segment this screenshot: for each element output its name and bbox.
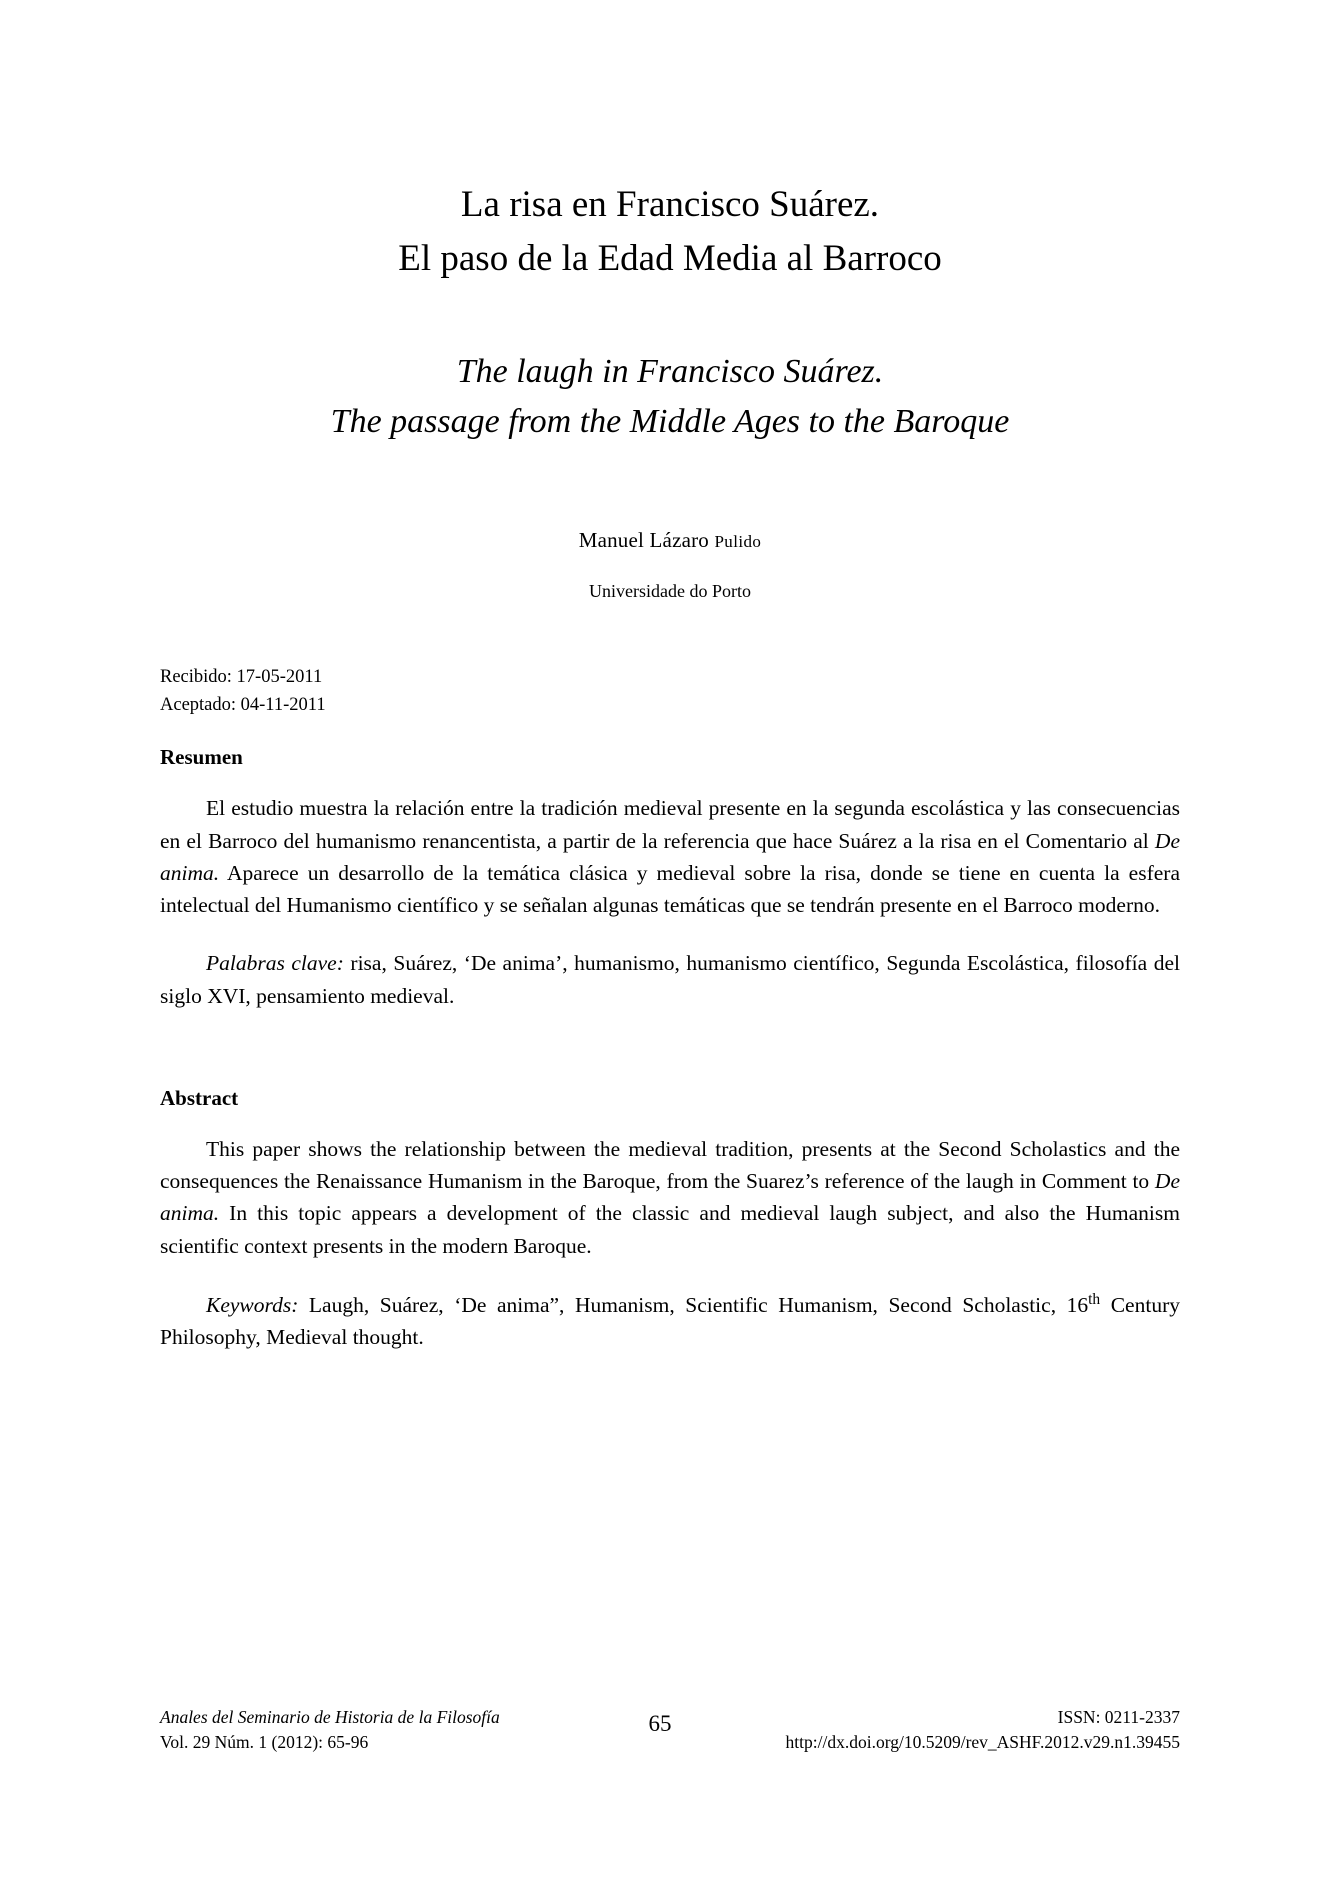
footer-volume-issue: Vol. 29 Núm. 1 (2012): 65-96 [160,1732,369,1753]
abstract-heading: Abstract [160,1085,239,1110]
footer-page-number: 65 [648,1711,672,1736]
resumen-text-part-2: Aparece un desarrollo de la temática clásica y medieval sobre la risa, donde se tiene en cuenta la esfera intelectual del Humanismo científico y se señalan algunas temáticas que se tendrán presente en el Barroco moderno. [160,860,1180,918]
abstract-keywords-part-1: Laugh, Suárez, ‘De anima”, Humanism, Scientific Humanism, Second Scholastic, 16 [298,1293,1089,1318]
footer-journal-title: Anales del Seminario de Historia de la Filosofía [160,1707,500,1727]
author-given-name: Manuel Lázaro [578,527,715,552]
abstract-italic-title: De anima. [160,1169,1180,1226]
abstract-text-part-2: In this topic appears a development of the classic and medieval laugh subject, and also the Humanism scientific context presents in the modern Baroque. [160,1201,1180,1258]
submission-dates [160,664,1180,720]
resumen-keywords-text: risa, Suárez, ‘De anima’, humanismo, humanismo científico, Segunda Escolástica, filosofía del siglo XVI, pensamiento medieval. [160,951,1180,1008]
footer-identifiers [740,1705,1180,1756]
resumen-paragraph [160,792,1180,921]
page-subtitle-english [160,347,1180,446]
resumen-keywords [160,947,1180,1012]
footer-issn: ISSN: 0211-2337 [1057,1707,1180,1727]
paper-content [160,0,1180,1354]
resumen-heading: Resumen [160,745,243,770]
title-es-line-1: La risa en Francisco Suárez. [460,184,880,225]
resumen-italic-title: De anima. [160,828,1180,885]
author-affiliation: Universidade do Porto [589,580,751,601]
abstract-paragraph [160,1133,1180,1262]
footer-journal-info [160,1705,580,1756]
resumen-text-part-1: El estudio muestra la relación entre la tradición medieval presente en la segunda escolástica y las consecuencias en el Barroco del humanismo renancentista, a partir de la referencia que hace Suárez a la risa en el Comentario al [160,796,1180,853]
footer-row [160,1705,1180,1756]
author-surname: Pulido [714,531,762,551]
abstract-keywords-label: Keywords: [206,1293,299,1318]
page-footer [160,1705,1180,1756]
title-en-line-2: The passage from the Middle Ages to the Baroque [330,402,1010,440]
date-received: Recibido: 17-05-2011 [160,666,323,687]
abstract-keywords [160,1288,1180,1354]
resumen-keywords-label: Palabras clave: [206,951,344,976]
page-title [160,178,1180,285]
title-en-line-1: The laugh in Francisco Suárez. [456,353,884,391]
abstract-keywords-part-2: Century Philosophy, Medieval thought. [160,1293,1180,1350]
abstract-keywords-superscript: th [1088,1290,1101,1308]
author-name [160,528,1180,553]
footer-doi-link[interactable]: http://dx.doi.org/10.5209/rev_ASHF.2012.v29.n1.39455 [785,1732,1180,1753]
abstract-text-part-1: This paper shows the relationship between the medieval tradition, presents at the Second Scholastics and the consequences the Renaissance Humanism in the Baroque, from the Suarez’s reference of the laugh in Comment to [160,1136,1180,1194]
title-es-line-2: El paso de la Edad Media al Barroco [398,237,942,279]
date-accepted: Aceptado: 04-11-2011 [160,694,326,715]
